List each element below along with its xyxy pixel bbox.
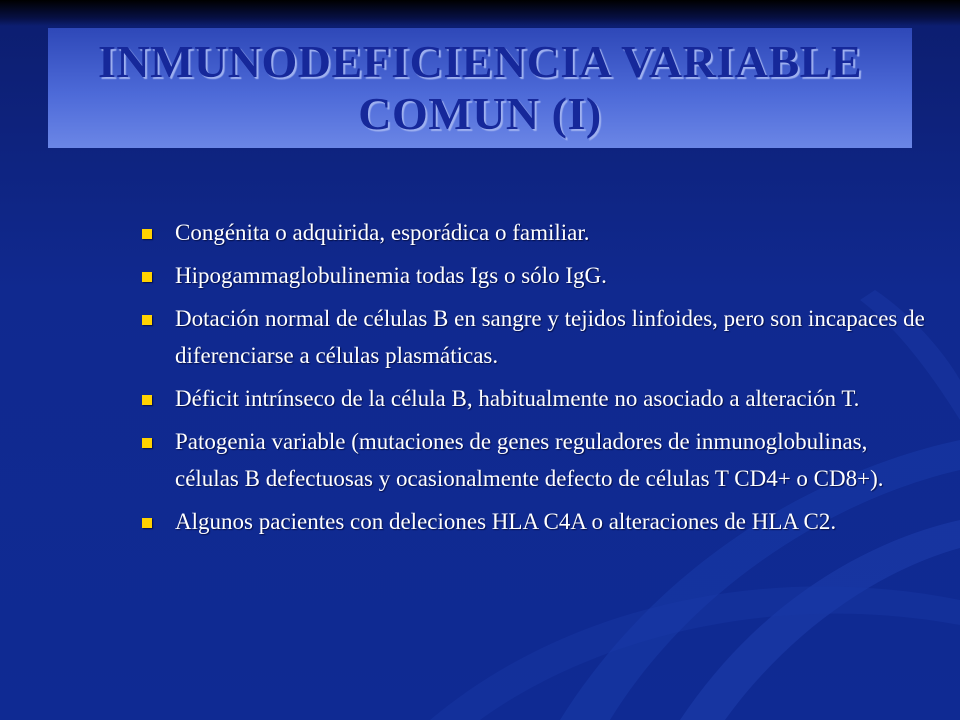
square-bullet-icon bbox=[142, 272, 152, 282]
bullet-item bbox=[140, 380, 930, 417]
bullet-text: Hipogammaglobulinemia todas Igs o sólo IgG. bbox=[175, 263, 607, 288]
slide-title: INMUNODEFICIENCIA VARIABLE COMUN (I) bbox=[97, 36, 863, 139]
bullet-item bbox=[140, 214, 930, 251]
bullet-item bbox=[140, 300, 930, 374]
bullet-item bbox=[140, 503, 930, 540]
square-bullet-icon bbox=[142, 395, 152, 405]
bullet-text: Dotación normal de células B en sangre y tejidos linfoides, pero son incapaces de diferenciarse a células plasmáticas. bbox=[175, 306, 925, 368]
bullet-text: Patogenia variable (mutaciones de genes reguladores de inmunoglobulinas, células B defectuosas y ocasionalmente defecto de células T CD4+ o CD8+). bbox=[175, 429, 884, 491]
square-bullet-icon bbox=[142, 315, 152, 325]
square-bullet-icon bbox=[142, 438, 152, 448]
bullet-item bbox=[140, 257, 930, 294]
bullet-text: Algunos pacientes con deleciones HLA C4A o alteraciones de HLA C2. bbox=[175, 509, 837, 534]
bullet-text: Déficit intrínseco de la célula B, habitualmente no asociado a alteración T. bbox=[175, 386, 860, 411]
bullet-list bbox=[140, 214, 930, 546]
bullet-text: Congénita o adquirida, esporádica o familiar. bbox=[175, 220, 590, 245]
square-bullet-icon bbox=[142, 229, 152, 239]
square-bullet-icon bbox=[142, 518, 152, 528]
title-bar bbox=[48, 28, 912, 148]
bullet-item bbox=[140, 423, 930, 497]
